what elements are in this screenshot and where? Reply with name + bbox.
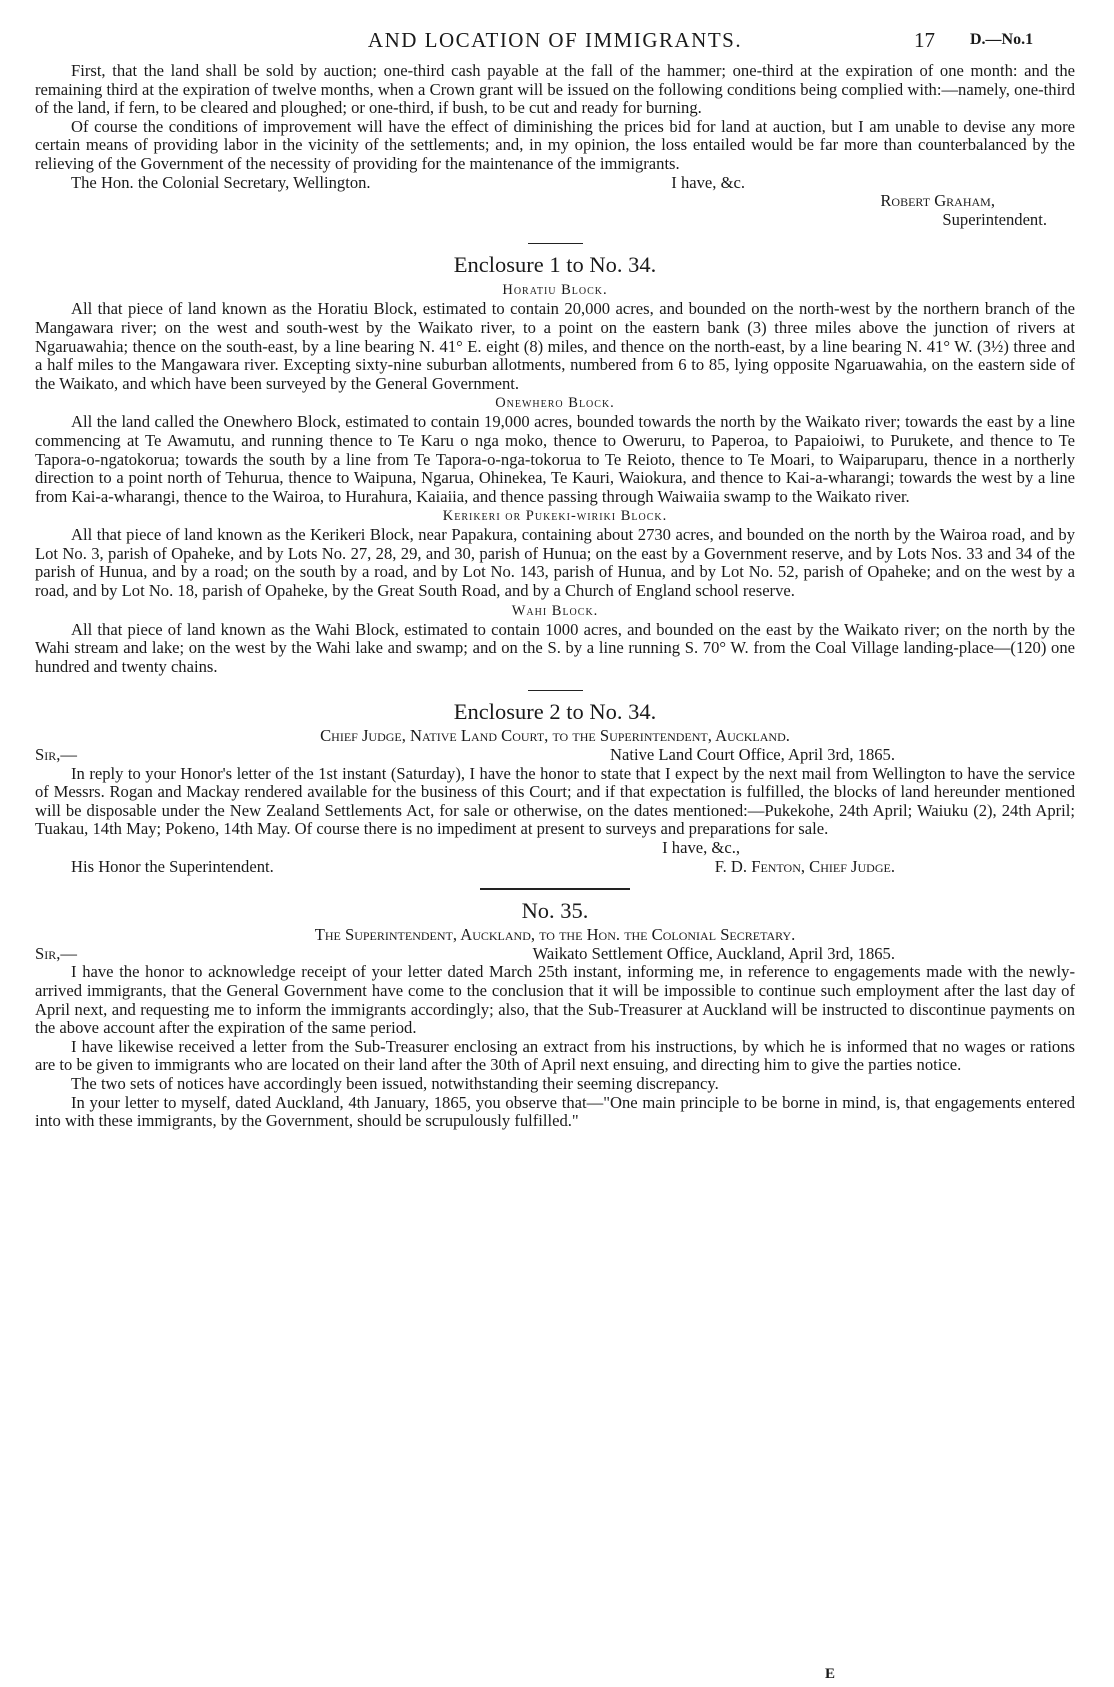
signature-row	[35, 858, 1075, 877]
place-date: Waikato Settlement Office, Auckland, April 3rd, 1865.	[532, 943, 895, 963]
from-line: The Superintendent, Auckland, to the Hon. the Colonial Secretary.	[314, 925, 796, 945]
salutation-row	[35, 945, 1075, 964]
enclosure-1	[35, 250, 1075, 676]
paragraph: First, that the land shall be sold by auction; one-third cash payable at the fall of the hammer; one-third at the expiration of one month: and the remaining third at the expiration of twelve months, when a Crown grant will be issued on the following conditions being complied with:—namely, one-third of the land, if fern, to be cleared and ploughed; or one-third, if bush, to be cut and ready for burning.	[35, 61, 1075, 118]
salutation-row	[35, 746, 1075, 765]
section-divider	[528, 243, 583, 244]
closing-row	[35, 839, 1075, 858]
block-title: Wahi Block.	[511, 602, 599, 619]
enclosure-heading: Enclosure 2 to No. 34.	[453, 699, 657, 725]
paragraph: I have likewise received a letter from the Sub-Treasurer enclosing an extract from his instructions, by which he is informed that no wages or rations are to be given to immigrants who are located on their land after the 30th of April next ensuing, and directing him to give the parties notice.	[35, 1036, 1075, 1075]
letter-heading: No. 35.	[521, 898, 589, 924]
paragraph: Of course the conditions of improvement will have the effect of diminishing the prices bid for land at auction, but I am unable to devise any more certain means of providing labor in the vicinity of the settlements; and, in my opinion, the loss entailed would be far more than counterbalanced by the relieving of the Government of the necessity of providing for the maintenance of the immigrants.	[35, 116, 1075, 173]
place-date: Native Land Court Office, April 3rd, 1865.	[610, 745, 895, 765]
signer-title-row	[35, 211, 1075, 230]
letter-35	[35, 896, 1075, 1131]
paragraph: The two sets of notices have accordingly been issued, notwithstanding their seeming discrepancy.	[71, 1073, 719, 1093]
header-title: AND LOCATION OF IMMIGRANTS.	[367, 28, 743, 52]
signer-title: Superintendent.	[942, 209, 1047, 229]
addressee: His Honor the Superintendent.	[71, 856, 274, 876]
closing: I have, &c.	[671, 172, 745, 192]
running-header	[35, 28, 1075, 62]
signer-name: Robert Graham,	[880, 191, 995, 211]
block-description: All the land called the Onewhero Block, estimated to contain 19,000 acres, bounded towards the north by the Waikato river; towards the east by a line commencing at Te Awamutu, and running thence to Te Karu o nga moko, thence to Oweruru, to Paperoa, to Papaioiwi, to Purukete, and thence to Te Tapora-o-ngatokorua; towards the south by a line from Te Tapora-o-nga-tokorua to Te Reioto, thence to Te Moari, to Waiparuparu, thence in a northerly direction to a point north of Tehurua, thence to Waipuna, Ngarua, Ohinekea, Te Kauri, Waiokura, and thence to Kai-a-wharangi; towards the west by a line from Kai-a-wharangi, thence to the Wairoa, to Hurahura, Kaiaiia, and thence passing through Waiwaiia swamp to the Waikato river.	[35, 412, 1075, 506]
from-line: Chief Judge, Native Land Court, to the Superintendent, Auckland.	[320, 726, 790, 746]
signer: F. D. Fenton, Chief Judge.	[714, 856, 895, 876]
paragraph: In your letter to myself, dated Auckland, 4th January, 1865, you observe that—"One main principle to be borne in mind, is, that engagements entered into with these immigrants, by the Government, should be scrupulously fulfilled."	[35, 1092, 1075, 1131]
section-divider	[480, 888, 630, 890]
letter-34-continuation	[35, 62, 1075, 229]
document-page	[35, 28, 1075, 1682]
signature-mark: E	[824, 1666, 835, 1682]
enclosure-heading: Enclosure 1 to No. 34.	[453, 252, 657, 278]
paragraph: I have the honor to acknowledge receipt of your letter dated March 25th instant, informing me, in reference to engagements made with the newly-arrived immigrants, that the General Government have come to the conclusion that it will be impossible to continue such employment after the last day of April next, and requesting me to inform the immigrants accordingly; also, that the Sub-Treasurer at Auckland will be instructed to discontinue payments on the above account after the expiration of the same period.	[35, 962, 1075, 1038]
block-title: Horatiu Block.	[502, 282, 608, 299]
closing: I have, &c.,	[662, 838, 740, 857]
salutation: Sir,—	[35, 943, 77, 963]
section-divider	[528, 690, 583, 691]
enclosure-2	[35, 697, 1075, 876]
block-description: All that piece of land known as the Kerikeri Block, near Papakura, containing about 2730 acres, and bounded on the north by the Wairoa road, and by Lot No. 3, parish of Opaheke, and by Lots No. 27, 28, 29, and 30, parish of Hunua; on the east by a Government reserve, and by Lots Nos. 33 and 34 of the parish of Hunua, and by a road; on the south by a road, and by Lot No. 143, parish of Hunua, and by Lot No. 52, parish of Opaheke; and on the west by a road, and by Lot No. 18, parish of Opaheke, by the Great South Road, and by a Church of England school reserve.	[35, 525, 1075, 601]
letter-body: In reply to your Honor's letter of the 1st instant (Saturday), I have the honor to state that I expect by the next mail from Wellington to have the service of Messrs. Rogan and Mackay rendered available for the business of this Court; and if that expectation is fulfilled, the blocks of land hereunder mentioned will be disposable under the New Zealand Settlements Act, for sale or otherwise, on the dates mentioned:—Pukekohe, 24th April; Waiuku (2), 24th April; Tuakau, 14th May; Pokeno, 14th May. Of course there is no impediment at present to surveys and preparations for sale.	[35, 763, 1075, 839]
salutation: Sir,—	[35, 745, 77, 765]
block-title: Onewhero Block.	[495, 395, 615, 412]
block-title: Kerikeri or Pukeki-wiriki Block.	[442, 508, 668, 525]
addressee-row	[35, 174, 1075, 193]
document-reference: D.—No.1	[970, 31, 1034, 48]
block-description: All that piece of land known as the Wahi Block, estimated to contain 1000 acres, and bounded on the east by the Waikato river; on the north by the Wahi stream and lake; on the west by the Wahi lake and swamp; and on the S. by a line running S. 70° W. from the Coal Village landing-place—(120) one hundred and twenty chains.	[35, 619, 1075, 676]
block-description: All that piece of land known as the Horatiu Block, estimated to contain 20,000 acres, and bounded on the north-west by the northern branch of the Mangawara river; on the west and south-west by the Waikato river, to a point on the eastern bank (3) three miles above the junction of rivers at Ngaruawahia; thence on the south-east, by a line bearing N. 41° E. eight (8) miles, and thence on the north-east, by a line bearing N. 41° W. (3½) three and a half miles to the Mangawara river. Excepting sixty-nine suburban allotments, numbered from 6 to 85, lying opposite Ngaruawahia, on the eastern side of the Waikato, and which have been surveyed by the General Government.	[35, 299, 1075, 393]
page-number: 17	[914, 28, 935, 52]
addressee: The Hon. the Colonial Secretary, Wellington.	[71, 172, 371, 192]
signer-row	[35, 192, 1075, 211]
